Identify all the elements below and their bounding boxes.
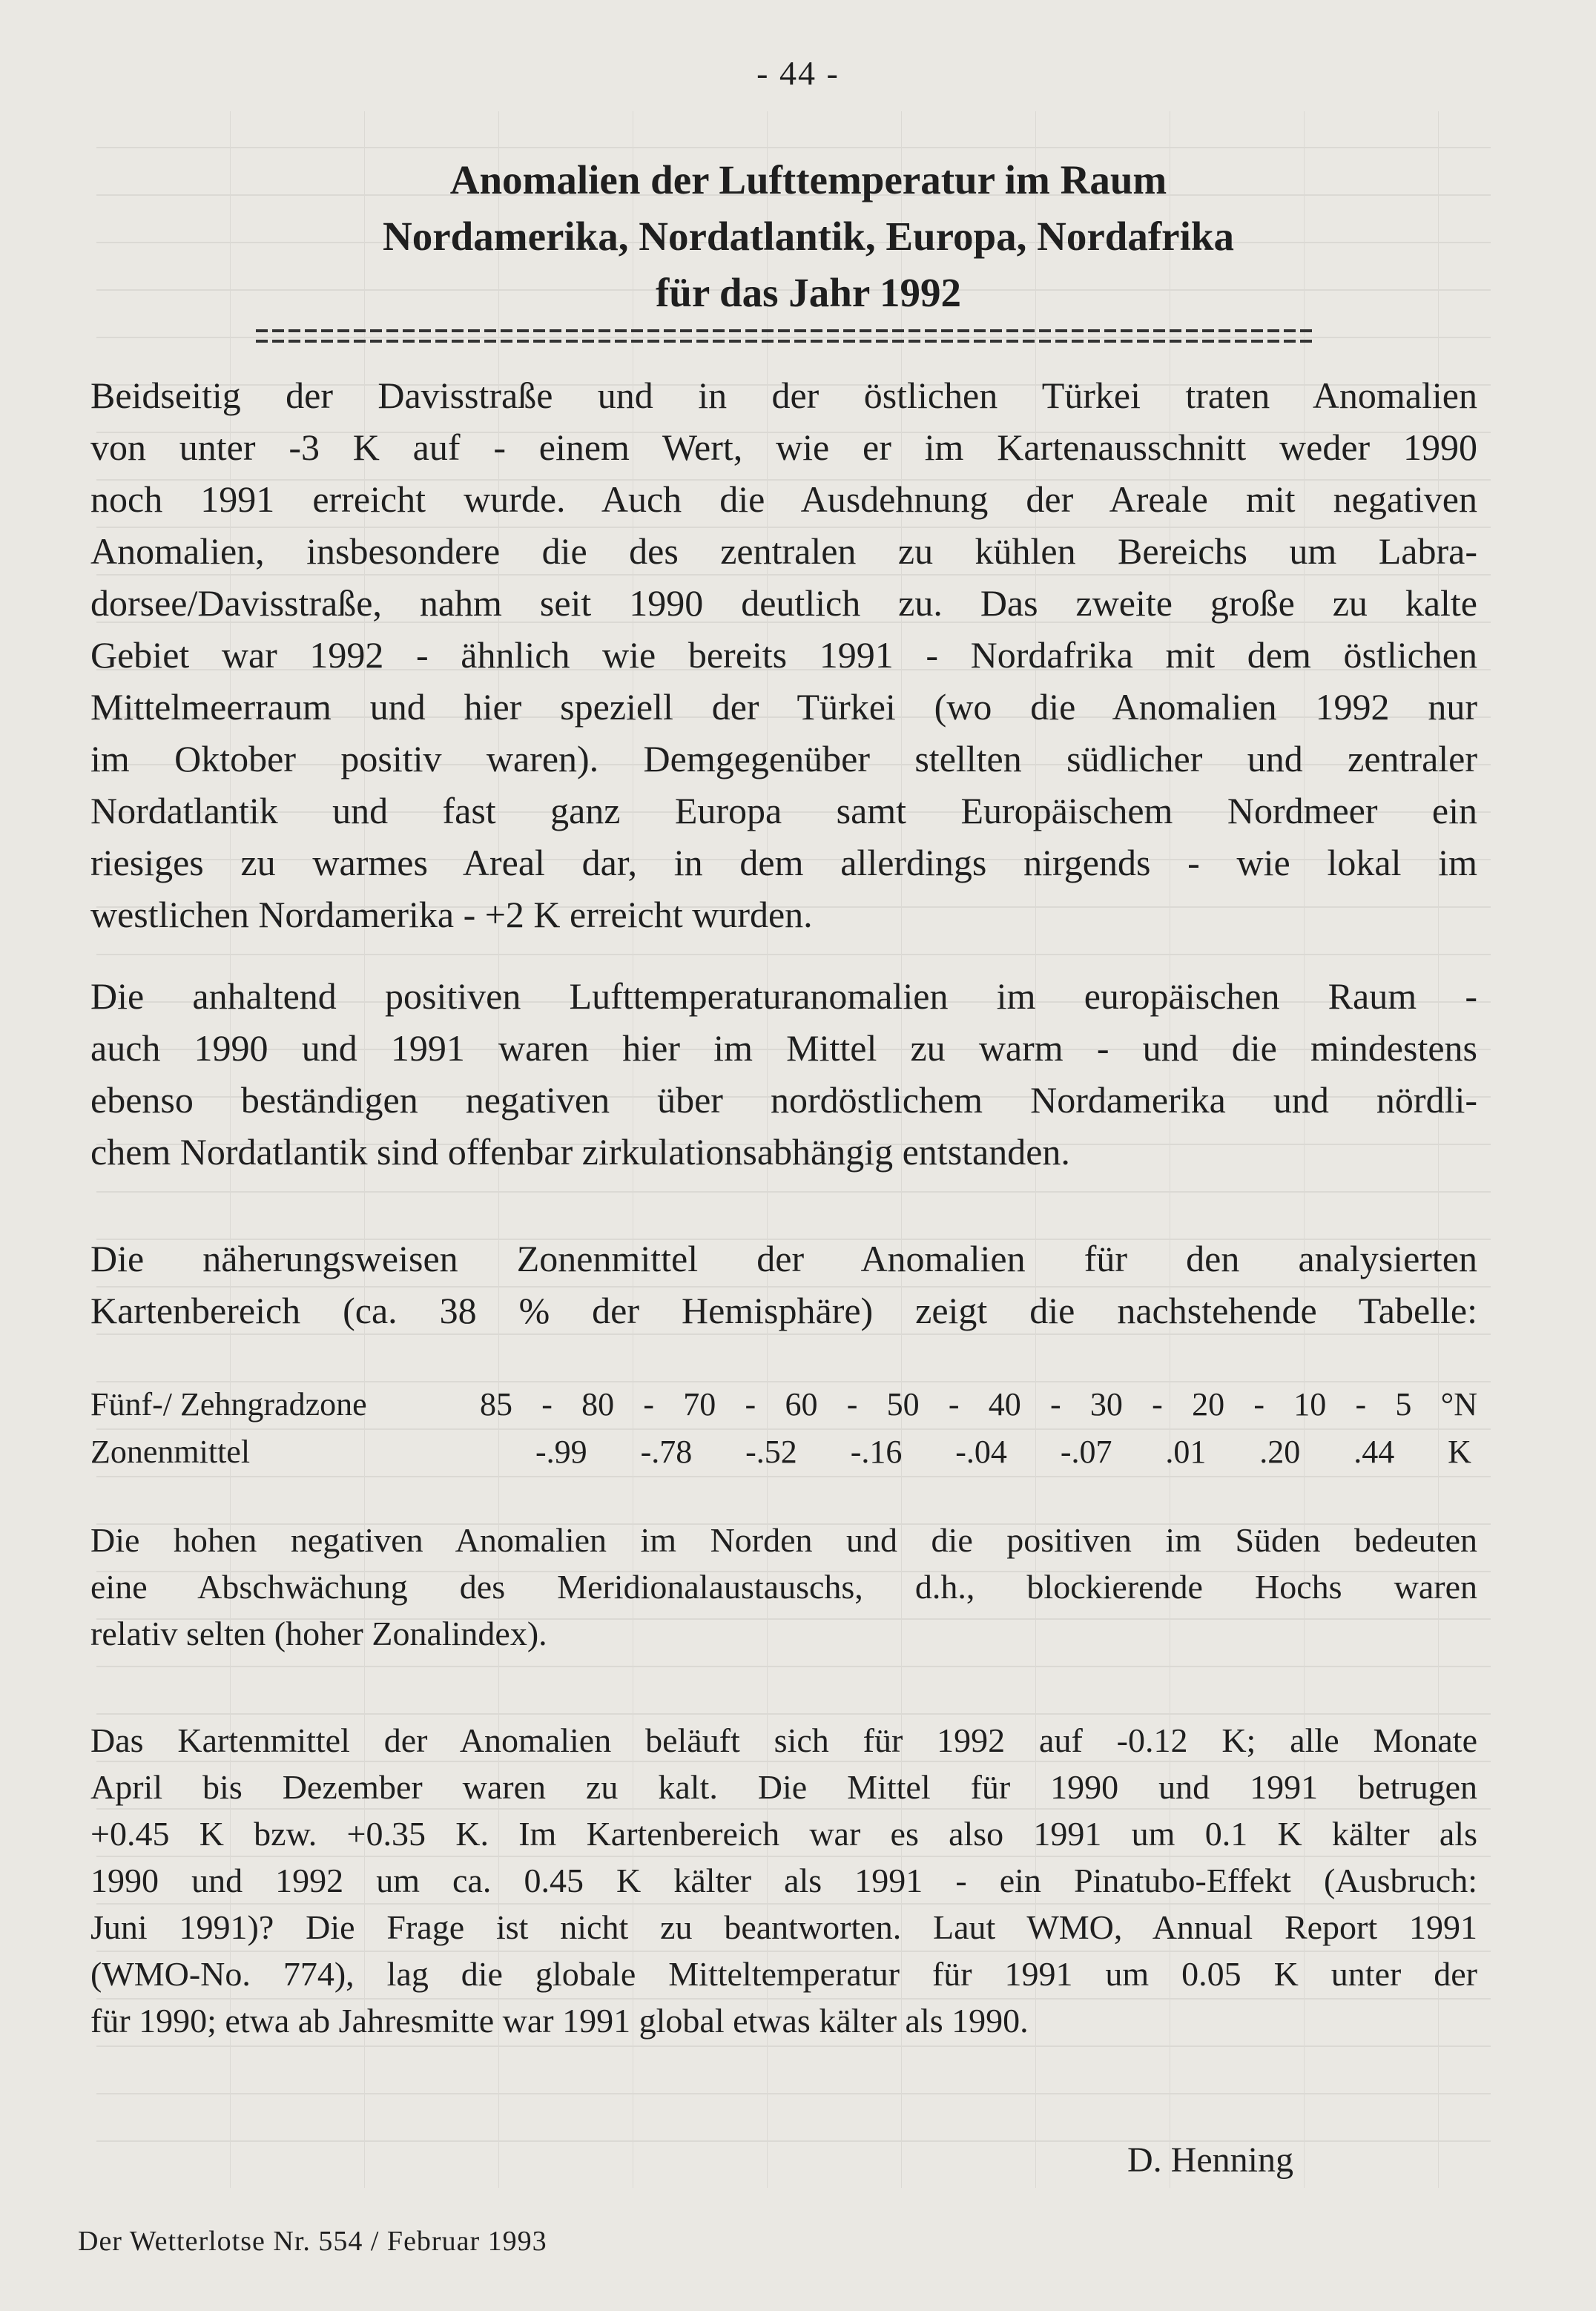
- text-line: Gebiet war 1992 - ähnlich wie bereits 1991 - Nordafrika mit dem östlichen: [90, 634, 1477, 676]
- text-line: 1990 und 1992 um ca. 0.45 K kälter als 1991 - ein Pinatubo-Effekt (Ausbruch:: [90, 1862, 1477, 1899]
- zone-mean-table: [90, 1381, 1477, 1476]
- text-line: dorsee/Davisstraße, nahm seit 1990 deutlich zu. Das zweite große zu kalte: [90, 582, 1477, 624]
- text-line: auch 1990 und 1991 waren hier im Mittel zu warm - und die mindestens: [90, 1027, 1477, 1069]
- text-line: noch 1991 erreicht wurde. Auch die Ausdehnung der Areale mit negativen: [90, 478, 1477, 520]
- text-line: Das Kartenmittel der Anomalien beläuft sich für 1992 auf -0.12 K; alle Monate: [90, 1721, 1477, 1759]
- text-line: Die näherungsweisen Zonenmittel der Anomalien für den analysierten: [90, 1238, 1477, 1279]
- title-line: Anomalien der Lufttemperatur im Raum: [449, 157, 1167, 202]
- table-cell: .20: [1259, 1434, 1301, 1470]
- mean-values: [535, 1428, 1477, 1476]
- table-cell: -.16: [850, 1434, 903, 1470]
- paragraph-3: [90, 1517, 1477, 1657]
- text-line: April bis Dezember waren zu kalt. Die Mittel für 1990 und 1991 betrugen: [90, 1768, 1477, 1806]
- text-line: Nordatlantik und fast ganz Europa samt Europäischem Nordmeer ein: [90, 790, 1477, 831]
- table-cell: -.99: [535, 1434, 587, 1470]
- title-line: Nordamerika, Nordatlantik, Europa, Nordafrika: [383, 214, 1234, 259]
- paragraph-4: [90, 1717, 1477, 2044]
- paragraph-1b: [90, 970, 1477, 1178]
- text-line: relativ selten (hoher Zonalindex).: [90, 1615, 547, 1652]
- text-line: westlichen Nordamerika - +2 K erreicht wurden.: [90, 894, 813, 935]
- table-cell: .44: [1353, 1434, 1395, 1470]
- text-line: +0.45 K bzw. +0.35 K. Im Kartenbereich war es also 1991 um 0.1 K kälter als: [90, 1815, 1477, 1853]
- text-line: von unter -3 K auf - einem Wert, wie er im Kartenausschnitt weder 1990: [90, 426, 1477, 468]
- text-line: chem Nordatlantik sind offenbar zirkulationsabhängig entstanden.: [90, 1131, 1070, 1173]
- zone-values: 85 - 80 - 70 - 60 - 50 - 40 - 30 - 20 - 10 - 5 °N: [480, 1386, 1477, 1422]
- table-cell: -.78: [640, 1434, 693, 1470]
- double-rule-divider: [256, 329, 1316, 349]
- text-line: Mittelmeerraum und hier speziell der Türkei (wo die Anomalien 1992 nur: [90, 686, 1477, 728]
- article-title: [178, 152, 1439, 321]
- page-footer: Der Wetterlotse Nr. 554 / Februar 1993: [78, 2226, 547, 2257]
- table-row: [90, 1428, 1477, 1476]
- author-signature: D. Henning: [1127, 2140, 1293, 2180]
- text-line: riesiges zu warmes Areal dar, in dem allerdings nirgends - wie lokal im: [90, 842, 1477, 883]
- title-line: für das Jahr 1992: [655, 270, 962, 315]
- table-cell: .01: [1165, 1434, 1207, 1470]
- table-cell: -.07: [1060, 1434, 1112, 1470]
- text-line: Juni 1991)? Die Frage ist nicht zu beantworten. Laut WMO, Annual Report 1991: [90, 1908, 1477, 1946]
- text-line: (WMO-No. 774), lag die globale Mitteltemperatur für 1991 um 0.05 K unter der: [90, 1955, 1477, 1993]
- text-line: Die anhaltend positiven Lufttemperaturanomalien im europäischen Raum -: [90, 975, 1477, 1017]
- page-number: - 44 -: [756, 54, 840, 92]
- paragraph-2: [90, 1233, 1477, 1336]
- text-line: Kartenbereich (ca. 38 % der Hemisphäre) zeigt die nachstehende Tabelle:: [90, 1290, 1477, 1331]
- text-line: Die hohen negativen Anomalien im Norden und die positiven im Süden bedeuten: [90, 1521, 1477, 1559]
- text-line: Anomalien, insbesondere die des zentralen zu kühlen Bereichs um Labra-: [90, 530, 1477, 572]
- row-label: Zonenmittel: [90, 1434, 251, 1470]
- text-line: eine Abschwächung des Meridionalaustauschs, d.h., blockierende Hochs waren: [90, 1568, 1477, 1606]
- table-row: [90, 1381, 1477, 1428]
- text-line: ebenso beständigen negativen über nordöstlichem Nordamerika und nördli-: [90, 1079, 1477, 1121]
- text-line: für 1990; etwa ab Jahresmitte war 1991 global etwas kälter als 1990.: [90, 2002, 1029, 2040]
- text-line: Beidseitig der Davisstraße und in der östlichen Türkei traten Anomalien: [90, 375, 1477, 416]
- table-cell: -.52: [745, 1434, 797, 1470]
- row-label: Fünf-/ Zehngradzone: [90, 1386, 367, 1422]
- table-cell: K: [1448, 1434, 1471, 1470]
- paragraph-1: [90, 369, 1477, 940]
- table-cell: -.04: [955, 1434, 1007, 1470]
- text-line: im Oktober positiv waren). Demgegenüber stellten südlicher und zentraler: [90, 738, 1477, 779]
